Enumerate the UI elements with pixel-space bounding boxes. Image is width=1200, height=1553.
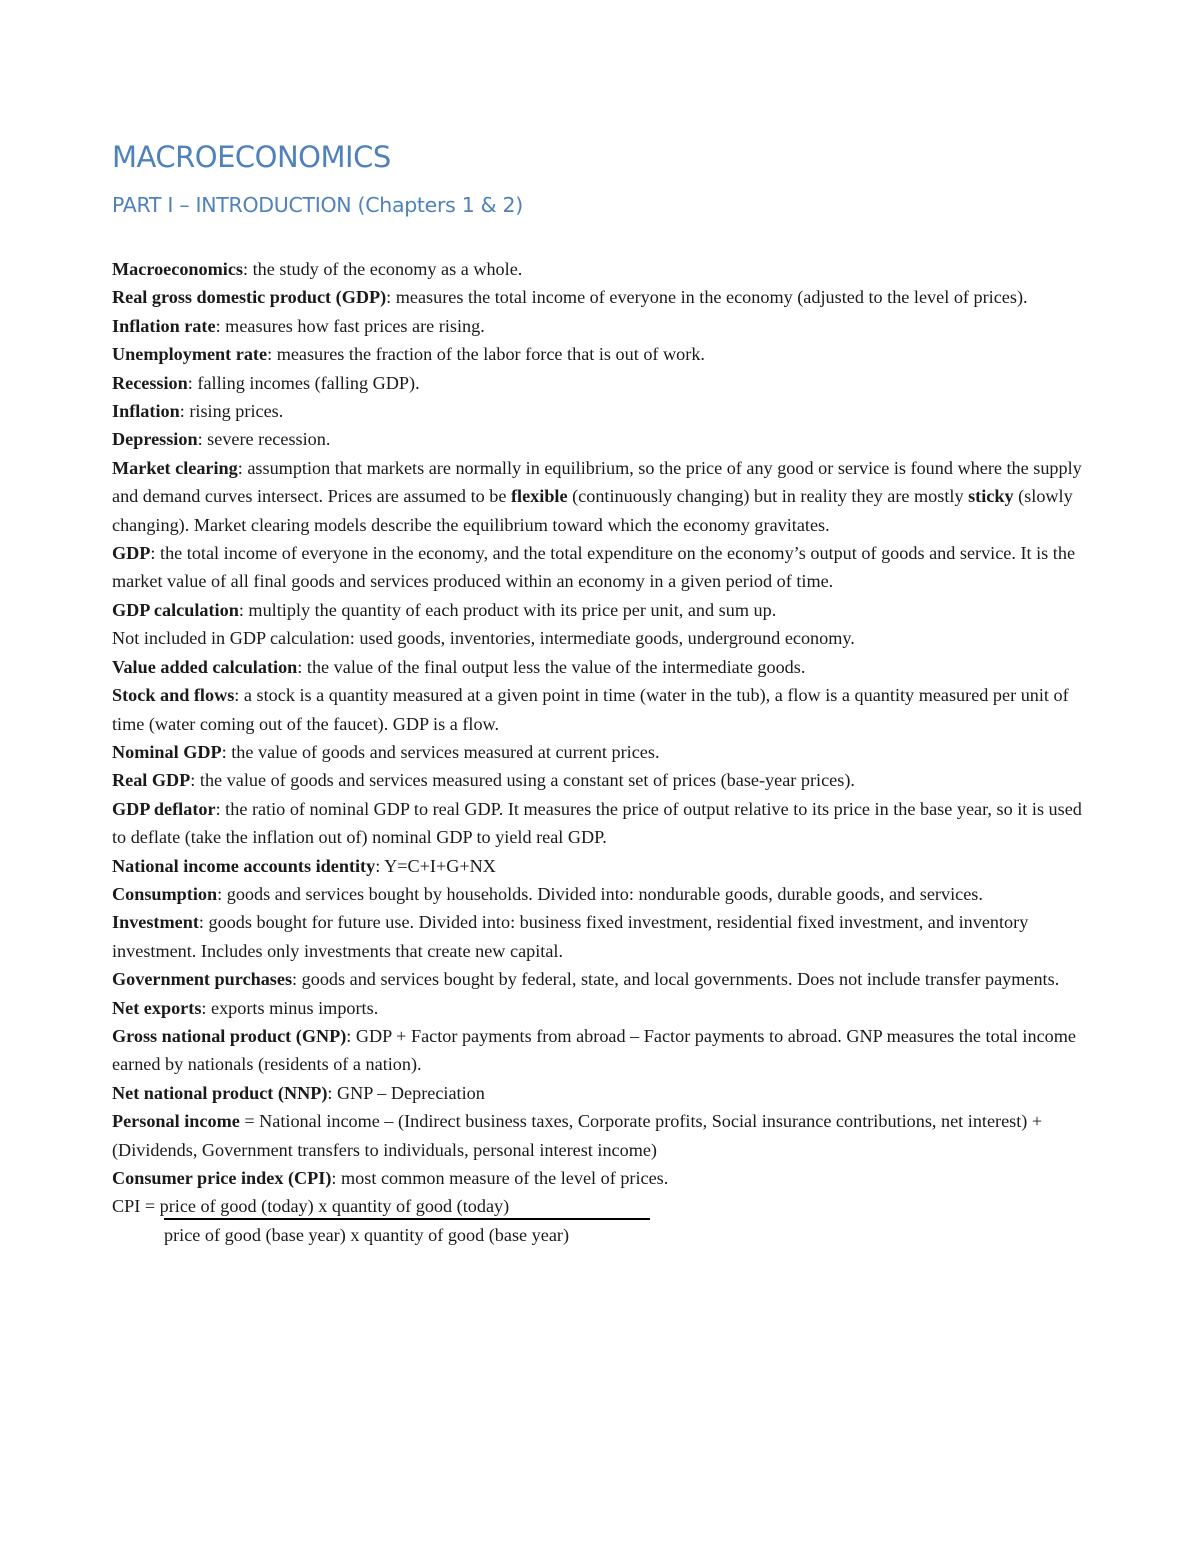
definition-entry: Nominal GDP: the value of goods and services measured at current prices. [112, 741, 660, 762]
definition-entry: Macroeconomics: the study of the economy as a whole. [112, 259, 523, 279]
definition-text: a stock is a quantity measured at a given point in time (water in the tub), a flow is a quantity measured per unit of time (water coming out of the faucet). GDP is a flow. [112, 685, 1069, 734]
definition-term: GDP deflator [112, 798, 216, 819]
definitions-list [112, 255, 1087, 1250]
definition-entry: Real gross domestic product (GDP): measures the total income of everyone in the economy (adjusted to the level of prices). [112, 287, 1028, 308]
definition-entry [112, 1107, 1087, 1164]
definition-text: goods and services bought by households. Divided into: nondurable goods, durable goods, and services. [222, 883, 983, 904]
definition-entry: Consumption: goods and services bought by households. Divided into: nondurable goods, durable goods, and services. [112, 883, 983, 904]
definition-entry: Investment: goods bought for future use. Divided into: business fixed investment, residential fixed investment, and inventory investment. Includes only investments that create new capital. [112, 912, 1029, 961]
definition-term: Market clearing [112, 457, 238, 478]
definition-text: = National income – (Indirect business taxes, Corporate profits, Social insurance contributions, net interest) + (Dividends, Government transfers to individuals, personal interest income) [112, 1111, 1043, 1160]
definition-text: exports minus imports. [206, 997, 379, 1018]
definition-term: Consumer price index (CPI) [112, 1168, 332, 1188]
definition-term: Value added calculation [112, 656, 298, 677]
emphasis-sticky: sticky [968, 486, 1014, 507]
definition-text: the ratio of nominal GDP to real GDP. It measures the price of output relative to its price in the base year, so it is used to deflate (take the inflation out of) nominal GDP to yield real GDP. [112, 798, 1082, 848]
formula-numerator: price of good (today) x quantity of good (today) [159, 1196, 510, 1217]
definition-term: Inflation [112, 401, 180, 422]
definition-entry: Recession: falling incomes (falling GDP). [112, 372, 420, 393]
definition-entry: National income accounts identity: Y=C+I+G+NX [112, 855, 496, 876]
definition-text: rising prices. [184, 401, 284, 422]
definition-entry: GDP calculation: multiply the quantity of each product with its price per unit, and sum up. [112, 599, 777, 620]
section-heading: PART I – INTRODUCTION (Chapters 1 & 2) [112, 193, 523, 217]
definition-entry: Gross national product (GNP): GDP + Factor payments from abroad – Factor payments to abroad. GNP measures the total income earned by nationals (residents of a nation). [112, 1025, 1076, 1075]
definition-entry: Net exports: exports minus imports. [112, 997, 379, 1018]
definition-text: the value of goods and services measured using a constant set of prices (base-year prices). [195, 770, 855, 791]
definition-entry: Net national product (NNP): GNP – Depreciation [112, 1082, 485, 1103]
fraction-bar [164, 1218, 650, 1220]
definition-term: Consumption [112, 883, 218, 904]
definition-term: Unemployment rate [112, 344, 268, 365]
cpi-formula [112, 1192, 1087, 1250]
definition-term: Depression [112, 429, 198, 450]
definition-term: Gross national product (GNP) [112, 1025, 347, 1046]
definition-term: Real gross domestic product (GDP) [112, 287, 387, 308]
definition-text: measures the fraction of the labor force that is out of work. [272, 344, 705, 365]
definition-entry: Inflation: rising prices. [112, 401, 284, 422]
definition-term: GDP calculation [112, 599, 239, 620]
definition-term: Nominal GDP [112, 741, 222, 762]
formula-lhs: CPI = [112, 1196, 160, 1217]
definition-text: GNP – Depreciation [332, 1082, 485, 1103]
definition-text: falling incomes (falling GDP). [192, 372, 420, 393]
definition-text: the value of the final output less the value of the intermediate goods. [302, 656, 806, 677]
definition-text: GDP + Factor payments from abroad – Factor payments to abroad. GNP measures the total income earned by nationals (residents of a nation). [112, 1025, 1076, 1075]
definition-text: goods bought for future use. Divided into: business fixed investment, residential fixed investment, and inventory investment. Includes only investments that create new capital. [112, 912, 1029, 961]
document-title: MACROECONOMICS [112, 140, 391, 174]
definition-entry: Unemployment rate: measures the fraction of the labor force that is out of work. [112, 344, 705, 365]
definition-term: National income accounts identity [112, 855, 376, 876]
definition-text: most common measure of the level of prices. [336, 1168, 669, 1188]
definition-term: Net exports [112, 997, 202, 1018]
definition-term: Macroeconomics [112, 259, 243, 279]
definition-term: Government purchases [112, 969, 293, 990]
definition-entry: Real GDP: the value of goods and services measured using a constant set of prices (base-year prices). [112, 770, 855, 791]
note-line: Not included in GDP calculation: used goods, inventories, intermediate goods, underground economy. [112, 628, 855, 649]
definition-text: the study of the economy as a whole. [248, 259, 523, 279]
definition-entry: Government purchases: goods and services bought by federal, state, and local governments. Does not include transfer payments. [112, 969, 1060, 990]
definition-text: goods and services bought by federal, state, and local governments. Does not include transfer payments. [297, 969, 1060, 990]
definition-entry: Consumer price index (CPI): most common measure of the level of prices. [112, 1168, 669, 1188]
definition-text: measures how fast prices are rising. [220, 315, 485, 336]
definition-text: the value of goods and services measured at current prices. [226, 741, 660, 762]
definition-term: Personal income [112, 1111, 240, 1132]
definition-entry: Depression: severe recession. [112, 429, 331, 450]
definition-entry: GDP deflator: the ratio of nominal GDP to real GDP. It measures the price of output relative to its price in the base year, so it is used to deflate (take the inflation out of) nominal GDP to yield real GDP. [112, 798, 1082, 848]
definition-term: Net national product (NNP) [112, 1082, 328, 1103]
definition-entry: Stock and flows: a stock is a quantity measured at a given point in time (water in the tub), a flow is a quantity measured per unit of time (water coming out of the faucet). GDP is a flow. [112, 685, 1069, 734]
definition-term: Inflation rate [112, 315, 216, 336]
definition-text: measures the total income of everyone in the economy (adjusted to the level of prices). [391, 287, 1028, 308]
definition-term: Recession [112, 372, 188, 393]
definition-text: severe recession. [202, 429, 331, 450]
formula-numerator-row [112, 1192, 509, 1220]
definition-text: Y=C+I+G+NX [380, 855, 496, 876]
definition-text: assumption that markets are normally in equilibrium, so the price of any good or service is found where the supply and demand curves intersect. Prices are assumed to be [112, 457, 1082, 507]
definition-entry: Market clearing: assumption that markets are normally in equilibrium, so the price of any good or service is found where the supply and demand curves intersect. Prices are assumed to be flexible (continuously changing) but in reality they are mostly sticky (slowly changing). Market clearing models describe the equilibrium toward which the economy gravitates. [112, 457, 1082, 535]
formula-denominator: price of good (base year) x quantity of good (base year) [164, 1225, 570, 1246]
definition-term: Stock and flows [112, 685, 235, 706]
definition-term: GDP [112, 543, 151, 564]
definition-text: the total income of everyone in the economy, and the total expenditure on the economy’s output of goods and service. It is the market value of all final goods and services produced within an economy in a given period of time. [112, 543, 1076, 592]
definition-entry: GDP: the total income of everyone in the economy, and the total expenditure on the economy’s output of goods and service. It is the market value of all final goods and services produced within an economy in a given period of time. [112, 543, 1076, 592]
definition-term: Real GDP [112, 770, 191, 791]
definition-entry: Inflation rate: measures how fast prices are rising. [112, 315, 485, 336]
emphasis-flexible: flexible [510, 486, 568, 507]
definition-term: Investment [112, 912, 199, 933]
definition-entry: Value added calculation: the value of the final output less the value of the intermediate goods. [112, 656, 806, 677]
definition-text: multiply the quantity of each product with its price per unit, and sum up. [243, 599, 777, 620]
